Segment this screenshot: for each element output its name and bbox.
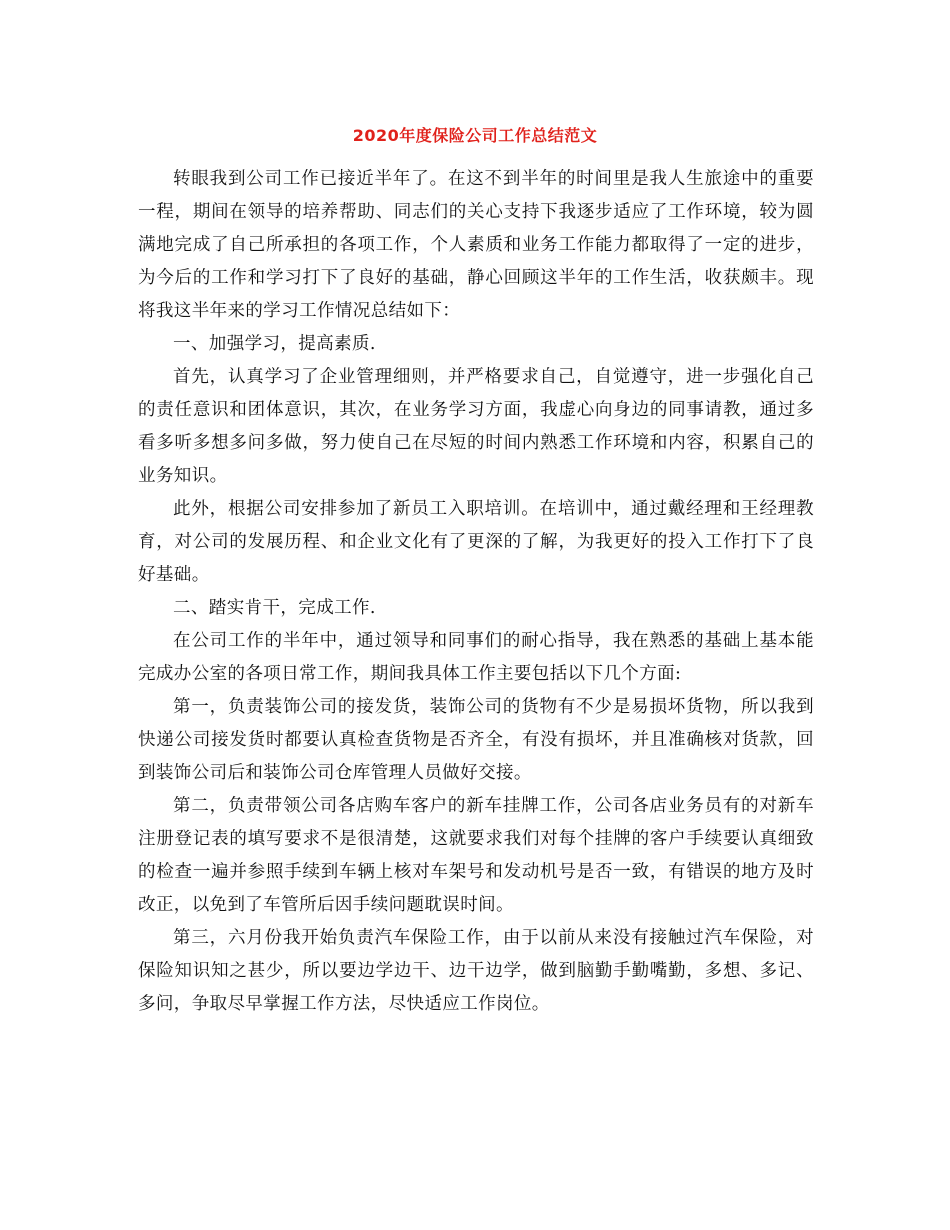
section-heading-1: 一、加强学习，提高素质. [173,334,376,354]
document-body [138,163,814,1021]
section-heading-2: 二、踏实肯干，完成工作. [173,598,376,618]
paragraph-training: 此外，根据公司安排参加了新员工入职培训。在培训中，通过戴经理和王经理教育，对公司的发展历程、和企业文化有了更深的了解，为我更好的投入工作打下了良好基础。 [138,499,814,585]
paragraph-second-task: 第二，负责带领公司各店购车客户的新车挂牌工作，公司各店业务员有的对新车注册登记表的填写要求不是很清楚，这就要求我们对每个挂牌的客户手续要认真细致的检查一遍并参照手续到车辆上核对车架号和发动机号是否一致，有错误的地方及时改正，以免到了车管所后因手续问题耽误时间。 [138,796,814,915]
paragraph-third-task: 第三，六月份我开始负责汽车保险工作，由于以前从来没有接触过汽车保险，对保险知识知之甚少，所以要边学边干、边干边学，做到脑勤手勤嘴勤，多想、多记、多问，争取尽早掌握工作方法，尽快适应工作岗位。 [138,928,814,1014]
paragraph-study: 首先，认真学习了企业管理细则，并严格要求自己，自觉遵守，进一步强化自己的责任意识和团体意识，其次，在业务学习方面，我虚心向身边的同事请教，通过多看多听多想多问多做，努力使自己在尽短的时间内熟悉工作环境和内容，积累自己的业务知识。 [138,367,814,486]
document-title: 2020年度保险公司工作总结范文 [352,126,598,145]
paragraph-first-task: 第一，负责装饰公司的接发货，装饰公司的货物有不少是易损坏货物，所以我到快递公司接发货时都要认真检查货物是否齐全，有没有损坏，并且准确核对货款，回到装饰公司后和装饰公司仓库管理人员做好交接。 [138,697,814,783]
paragraph-intro: 转眼我到公司工作已接近半年了。在这不到半年的时间里是我人生旅途中的重要一程，期间在领导的培养帮助、同志们的关心支持下我逐步适应了工作环境，较为圆满地完成了自己所承担的各项工作，个人素质和业务工作能力都取得了一定的进步，为今后的工作和学习打下了良好的基础，静心回顾这半年的工作生活，收获颇丰。现将我这半年来的学习工作情况总结如下： [138,169,814,321]
paragraph-work-overview: 在公司工作的半年中，通过领导和同事们的耐心指导，我在熟悉的基础上基本能完成办公室的各项日常工作，期间我具体工作主要包括以下几个方面: [138,631,814,684]
